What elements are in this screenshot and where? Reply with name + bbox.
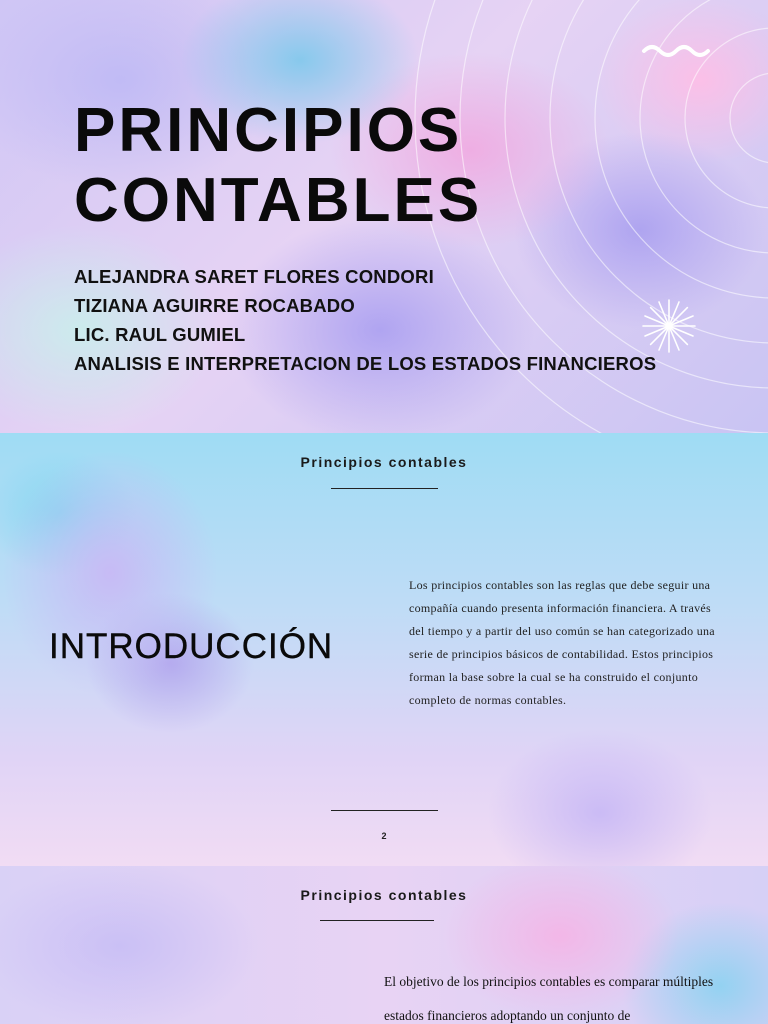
intro-paragraph: Los principios contables son las reglas que debe seguir una compañía cuando presenta información financiera. A través del tiempo y a partir del uso común se han categorizado una serie de principios básicos de contabilidad. Estos principios forman la base sobre la cual se ha construido el conjunto completo de normas contables. bbox=[409, 578, 715, 707]
header-divider bbox=[331, 488, 438, 489]
slide-header: Principios contables bbox=[300, 887, 468, 903]
author-line: TIZIANA AGUIRRE ROCABADO bbox=[74, 295, 355, 316]
slide-header: Principios contables bbox=[300, 454, 468, 470]
author-line: ALEJANDRA SARET FLORES CONDORI bbox=[74, 266, 434, 287]
header-divider bbox=[320, 920, 434, 921]
objective-paragraph: El objetivo de los principios contables es comparar múltiples estados financieros adoptando un conjunto de bbox=[384, 974, 714, 1023]
course-line: ANALISIS E INTERPRETACION DE LOS ESTADOS FINANCIEROS bbox=[74, 353, 657, 374]
instructor-line: LIC. RAUL GUMIEL bbox=[74, 324, 246, 345]
wave-icon bbox=[644, 47, 708, 55]
presentation-title: PRINCIPIOS CONTABLES bbox=[74, 96, 483, 235]
objective-slide bbox=[0, 866, 768, 1024]
author-list bbox=[74, 262, 656, 378]
title-slide bbox=[0, 0, 768, 433]
slide-title: INTRODUCCIÓN bbox=[49, 627, 334, 666]
footer-divider bbox=[331, 810, 438, 811]
introduction-slide bbox=[0, 433, 768, 866]
page-number: 2 bbox=[381, 831, 387, 841]
